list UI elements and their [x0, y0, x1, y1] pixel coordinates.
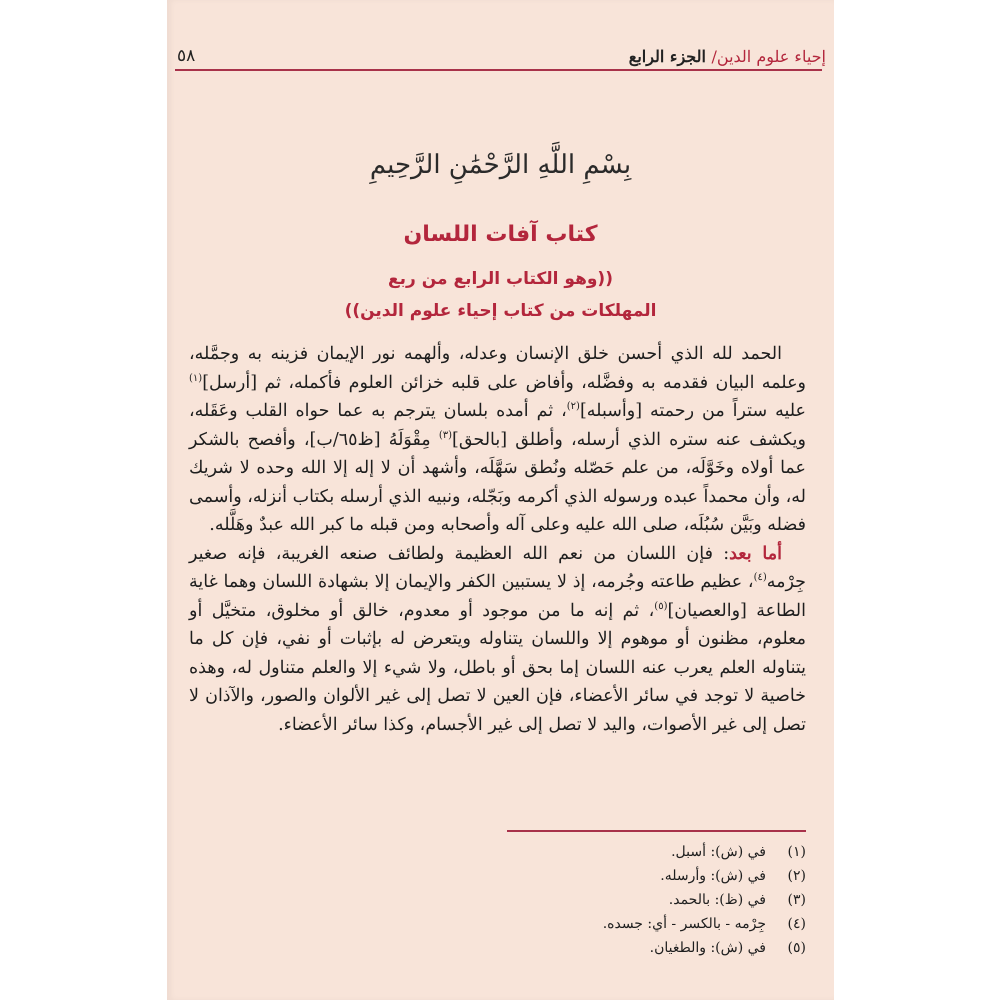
text-run: ، ثم أمده بلسان يترجم به عما حواه القلب وعَقَله، ويكشف عنه ستره الذي أرسله، وأطلق [بالحق]: [189, 401, 806, 450]
footnote-text: في (ظ): بالحمد.: [668, 892, 766, 908]
header-rule: [175, 69, 822, 71]
page-number: ٥٨: [177, 46, 196, 66]
page-header: [177, 40, 826, 66]
footnote-number: (٢): [787, 868, 806, 884]
footnote-text: جِرْمه - بالكسر - أي: جسده.: [602, 916, 766, 932]
text-run: مِقْوَلَهُ [ظ٦٥/ب]، وأفصح بالشكر عما أولاه وخَوَّلَه، من علم حَصّله ونُطق سَهَّلَه، وأشهد أن لا إله إلا الله وحده لا شريك له، وأن محمداً عبده ورسوله الذي أكرمه وبَجّله، ونبيه الذي أرسله بكتاب أنزله، وأسمى فضله وبَيَّن سُبُلَه، صلى الله عليه وعلى آله وأصحابه ومن قبله ما كبر الله عبدٌ وهَلَّله.: [189, 429, 806, 535]
footnote-number: (٣): [787, 892, 806, 908]
footnote-item: [446, 840, 806, 864]
basmala: بِسْمِ اللَّهِ الرَّحْمَٰنِ الرَّحِيمِ: [369, 150, 632, 180]
paragraph-2: [189, 540, 806, 740]
footnote-ref-4[interactable]: (٤): [753, 572, 767, 584]
text-run: : فإن اللسان من نعم الله العظيمة ولطائف صنعه الغريبة، فإنه صغير جِرْمه: [189, 543, 806, 592]
text-run: ، ثم إنه ما من موجود أو معدوم، خالق أو مخلوق، متخيَّل أو معلوم، مظنون أو موهوم إلا واللسان يتناوله ويتعرض له بإثبات أو نفي، فإن كل ما يتناوله العلم يعرب عنه اللسان إما بحق أو باطل، ولا شيء إلا والعلم متناول له، وهذه خاصية لا توجد في سائر الأعضاء، فإن العين لا تصل إلى غير الألوان والصور، والآذان لا تصل إلى غير الأصوات، واليد لا تصل إلى غير الأجسام، وكذا سائر الأعضاء.: [189, 600, 806, 735]
running-title-book: إحياء علوم الدين/: [711, 47, 826, 66]
subtitle-line-1: ((وهو الكتاب الرابع من ربع: [388, 269, 613, 289]
footnotes: [446, 840, 806, 960]
footnote-ref-1[interactable]: (١): [189, 372, 203, 384]
footnote-item: [446, 936, 806, 960]
running-title-volume: الجزء الرابع: [628, 47, 712, 66]
footnote-number: (١): [787, 844, 806, 860]
paragraph-1: [189, 340, 806, 540]
book-title: كتاب آفات اللسان: [403, 222, 598, 247]
footnote-number: (٤): [787, 916, 806, 932]
footnote-number: (٥): [787, 940, 806, 956]
subtitle-line-2: المهلكات من كتاب إحياء علوم الدين)): [344, 301, 657, 321]
paragraph-lead: أما بعد: [729, 543, 782, 564]
book-subtitle: [167, 263, 834, 327]
text-run: ، عظيم طاعته وجُرمه، إذ لا يستبين الكفر والإيمان إلا بشهادة اللسان وهما غاية الطاعة [والعصيان]: [189, 572, 807, 621]
footnote-text: في (ش): وأرسله.: [660, 868, 766, 884]
footnote-item: [446, 864, 806, 888]
footnote-item: [446, 912, 806, 936]
footnote-ref-3[interactable]: (٣): [438, 429, 452, 441]
text-run: عليه ستراً من رحمته [وأسبله]: [579, 401, 806, 421]
footnote-ref-5[interactable]: (٥): [654, 600, 668, 612]
footnote-text: في (ش): أسبل.: [671, 844, 766, 860]
footnote-text: في (ش): والطغيان.: [649, 940, 766, 956]
footnote-rule: [507, 830, 806, 832]
book-page: [167, 0, 834, 1000]
footnote-item: [446, 888, 806, 912]
body-text: [189, 340, 806, 739]
text-run: الحمد لله الذي أحسن خلق الإنسان وعدله، وألهمه نور الإيمان فزينه به وجمَّله، وعلمه البيان فقدمه به وفضَّله، وأفاض على قلبه خزائن العلوم فأكمله، ثم [أرسل]: [189, 344, 806, 393]
running-title: [629, 47, 826, 66]
footnote-ref-2[interactable]: (٢): [566, 401, 580, 413]
